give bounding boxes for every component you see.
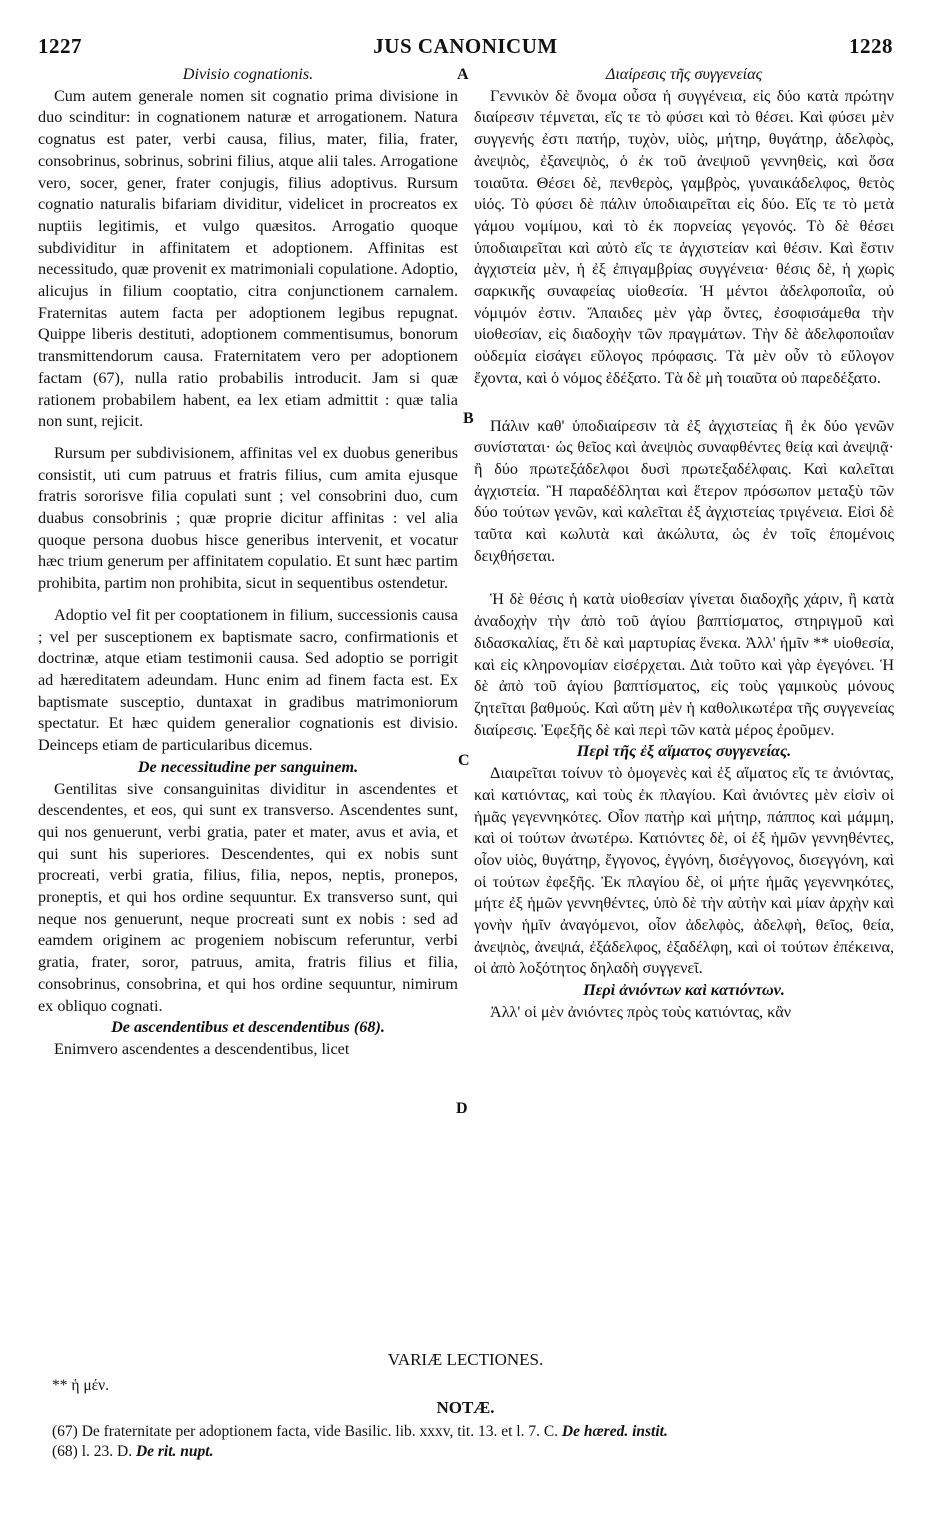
latin-paragraph-3: Adoptio vel fit per cooptationem in filium, successionis causa ; vel per susceptionem ex baptismate sacro, confirmationis et doctrinæ, atque etiam testimonii causa. Sed adoptio se porrigit ad hæreditatem adeundam. Hunc enim ad finem facta est. Ex baptismate susceptio, duntaxat in gradibus matrimoniorum spectatur. Et hæc quidem generalior cognationis est divisio. Deinceps etiam de particularibus dicemus. xyxy=(38,605,458,755)
latin-paragraph-2: Rursum per subdivisionem, affinitas vel ex duobus generibus consistit, uti cum patruus et fratris filius, cum amita ejusque fratris sororisve filia copulati sunt ; vel consobrini duo, cum duabus consobrinis ; quæ proprie dicitur affinitas : vel alia quoque persona duobus hisce generibus intervenit, et vocatur hæc trium generum per affinitatem copulatio. Et sunt hæc partim prohibita, partim non prohibita, sicut in sequentibus ostendetur. xyxy=(38,443,458,593)
greek-heading-anionton: Περὶ ἀνιόντων καὶ κατιόντων. xyxy=(583,981,785,1000)
left-page-number: 1227 xyxy=(38,34,82,58)
greek-column xyxy=(474,64,894,1024)
marker-c: C xyxy=(458,752,470,769)
running-title: JUS CANONICUM xyxy=(373,34,558,58)
marker-d: D xyxy=(456,1100,468,1117)
greek-paragraph-3: Ἡ δὲ θέσις ἡ κατὰ υἱοθεσίαν γίνεται διαδοχῆς χάριν, ἢ κατὰ ἀναδοχὴν τὴν ἀπὸ τοῦ ἁγίου βαπτίσματος, στηριγμοῦ καὶ διδασκαλίας, ἔτι δὲ καὶ μαρτυρίας ἕνεκα. Ἀλλ' ἡμῖν ** υἱοθεσία, καὶ εἰς κληρονομίαν εἰσέρχεται. Διὰ τοῦτο καὶ γὰρ ἐγεγόνει. Ἡ δὲ ἀπὸ τοῦ ἁγίου βαπτίσματος, εἰς τοὺς γαμικοὺς μόνους ζητεῖται βαθμούς. Καὶ αὕτη μὲν ἡ καθολικωτέρα τῆς συγγενείας διαίρεσις. Ἐφεξῆς δὲ καὶ περὶ τῶν κατὰ μέρος ἐροῦμεν. xyxy=(474,590,894,739)
right-page-number: 1228 xyxy=(849,34,893,58)
latin-heading-ascendentibus: De ascendentibus et descendentibus (68). xyxy=(111,1018,385,1037)
footnote-67 xyxy=(52,1422,879,1441)
variae-lectiones-title: VARIÆ LECTIONES. xyxy=(387,1350,544,1369)
greek-paragraph-4: Διαιρεῖται τοίνυν τὸ ὁμογενὲς καὶ ἐξ αἵματος εἴς τε ἀνιόντας, καὶ κατιόντας, καὶ τοὺς ἐκ πλαγίου. Καὶ ἀνιόντες μὲν εἰσὶν οἱ ἡμᾶς γεγεννηκότες. Οἷον πατὴρ καὶ μήτηρ, πάππος καὶ μάμμη, καὶ οἱ τούτων ἀνωτέρω. Κατιόντες δὲ, οἱ ἐξ ἡμῶν γεννηθέντες, οἷον υἱὸς, θυγάτηρ, ἔγγονος, ἐγγόνη, δισέγγονος, δισεγγόνη, καὶ οἱ τούτων ἐφεξῆς. Ἐκ πλαγίου δὲ, οἱ μήτε ἡμᾶς γεγεννηκότες, μήτε ἐξ ἡμῶν γεννηθέντες, ὑπὸ δὲ τὴν αὐτὴν καὶ μίαν ἀρχὴν καὶ γονὴν ἡμῖν ἀναγόμενοι, οἷον ἀδελφὸς, ἀδελφὴ, θεῖος, θεία, ἀνεψιὸς, ἀνεψιά, ἐξάδελφος, ἐξαδέλφη, καὶ οἱ τούτων ἐπέκεινα, οἱ ἀπὸ λοξότητος δηλαδὴ συγγενεῖ. xyxy=(474,764,894,978)
marker-b: B xyxy=(463,410,474,427)
footnote-68-text: (68) l. 23. D. xyxy=(52,1443,133,1460)
greek-heading-diairesis: Διαίρεσις τῆς συγγενείας xyxy=(605,65,763,83)
greek-paragraph-2: Πάλιν καθ' ὑποδιαίρεσιν τὰ ἐξ ἀγχιστείας ἢ ἐκ δύο γενῶν συνίσταται· ὡς θεῖος καὶ ἀνεψιὸς συναφθέντες θείᾳ καὶ ἀνεψιᾷ· ἢ δύο πρωτεξάδελφοι δυσὶ πρωτεξαδέλφαις. Καὶ καλεῖται ἀγχιστεία. Ἢ παραδέδληται καὶ ἕτερον πρόσωπον μεταξὺ τῶν δύο τούτων γενῶν, καὶ καλεῖται ἐξ ἀγχιστείας τριγένεια. Εἰσὶ δὲ ταῦτα καὶ κωλυτὰ καὶ ἀκώλυτα, ὡς ἐν τοῖς ἑπομένοις δειχθήσεται. xyxy=(474,416,894,565)
footnote-68 xyxy=(52,1442,879,1461)
footnote-68-reference: De rit. nupt. xyxy=(135,1443,214,1460)
latin-heading-divisio: Divisio cognationis. xyxy=(182,65,314,83)
latin-heading-sanguinem: De necessitudine per sanguinem. xyxy=(137,757,359,776)
latin-paragraph-5: Enimvero ascendentes a descendentibus, licet xyxy=(54,1039,350,1058)
latin-column xyxy=(38,64,458,1061)
greek-paragraph-5: Ἀλλ' οἱ μὲν ἀνιόντες πρὸς τοὺς κατιόντας, κἂν xyxy=(490,1002,792,1021)
notae-title: NOTÆ. xyxy=(436,1398,495,1417)
footnote-67-reference: De hæred. instit. xyxy=(561,1423,668,1440)
marker-a: A xyxy=(457,66,469,83)
variae-lectiones-note: ** ἡ μέν. xyxy=(52,1377,110,1394)
latin-paragraph-1: Cum autem generale nomen sit cognatio prima divisione in duo scinditur: in cognationem naturæ et arrogationem. Natura cognatus est pater, verbi causa, filius, mater, filia, frater, consobrinus, sobrinus, sobrini filius, atque alii tales. Arrogatione vero, socer, gener, frater conjugis, filius adoptivus. Rursum cognatio naturalis bifariam dividitur, videlicet in procreatos ex nuptiis legitimis, et vulgo quæsitos. Arrogatio quoque subdividitur in affinitatem et adoptionem. Affinitas est necessitudo, quæ provenit ex matrimoniali copulatione. Adoptio, alicujus in filium cooptatio, citra conjunctionem carnalem. Fraternitas autem facta per adoptionem legibus repugnat. Quippe liberis destituti, adoptionem commentisumus, bonorum transmittendorum causa. Fraternitatem vero per adoptionem factam (67), nulla ratio probabilis introducit. Jam si quæ rationem probabilem habent, ea lex etiam admittit : quæ talia non sunt, rejicit. xyxy=(38,86,458,431)
greek-paragraph-1: Γεννικὸν δὲ ὄνομα οὖσα ἡ συγγένεια, εἰς δύο κατὰ πρώτην διαίρεσιν τέμνεται, εἴς τε τὸ φύσει καὶ τὸ θέσει. Καὶ φύσει μὲν συγγενής ἐστι πατήρ, τυχὸν, υἱὸς, μήτηρ, θυγάτηρ, ἀδελφὸς, ἀνεψιὸς, ἐξανεψιὸς, ὁ ἐκ τοῦ ἀνεψιοῦ γεννηθεὶς, καὶ ὅσα τοιαῦτα. Θέσει δὲ, πενθερὸς, γαμβρὸς, γυναικάδελφος, θετὸς υἱός. Τὸ φύσει δὲ πάλιν ὑποδιαιρεῖται εἰς δύο. Εἴς τε τὸ μετὰ γάμου νομίμου, καὶ τὸ ἐκ πορνείας γεγονός. Τὸ δὲ θέσει ὑποδιαιρεῖται καὶ αὐτὸ εἴς τε ἀγχιστείαν καὶ θέσιν. Καὶ ἔστιν ἀγχιστεία μὲν, ἡ ἐξ ἐπιγαμβρίας συγγένεια· θέσις δὲ, ἡ χωρὶς σαρκικῆς συναφείας υἱοθεσία. Ἡ μέντοι ἀδελφοποιΐα, οὐ νόμιμόν ἐστιν. Ἄπαιδες μὲν γὰρ ὄντες, ἐσοφισάμεθα τὴν υἱοθεσίαν, εἰς διαδοχὴν τῶν πραγμάτων. Τὴν δὲ ἀδελφοποιΐαν οὐδεμία εἰσάγει εὔλογος πρόφασις. Τὰ μὲν οὖν τὸ εὔλογον ἔχοντα, καὶ ὁ νόμος ἐδέξατο. Τὰ δὲ μὴ τοιαῦτα οὐ παρεδέξατο. xyxy=(474,86,894,387)
greek-heading-haimatos: Περὶ τῆς ἐξ αἵματος συγγενείας. xyxy=(576,742,792,761)
latin-paragraph-4: Gentilitas sive consanguinitas dividitur in ascendentes et descendentes, et eos, qui sunt ex transverso. Ascendentes sunt, qui nos genuerunt, verbi gratia, pater et mater, avus et avia, et qui sunt his superiores. Descendentes, qui ex nobis sunt procreati, verbi gratia, filius, filia, nepos, neptis, pronepos, proneptis, et qui hos ordine sequuntur. Ex transverso sunt, qui neque nos genuerunt, neque procreati sunt ex nobis : sed ad eamdem originem ac progeniem nobiscum referuntur, verbi gratia, frater, soror, patruus, amita, fratris filius et filia, consobrinus, consobrina, et qui hos ordine sequuntur, nimirum ex obliquo cognati. xyxy=(38,779,458,1015)
footnote-67-text: (67) De fraternitate per adoptionem facta, vide Basilic. lib. xxxv, tit. 13. et l. 7. C. xyxy=(52,1423,559,1440)
